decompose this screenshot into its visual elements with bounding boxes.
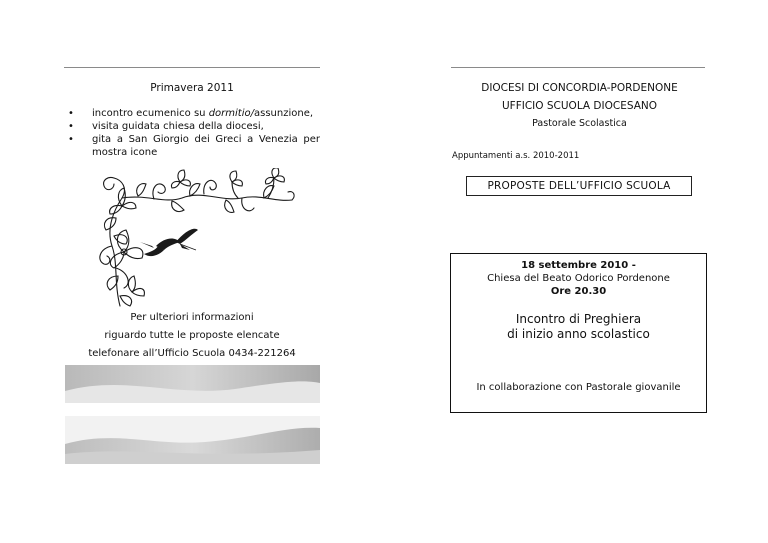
event-time: Ore 20.30 (550, 286, 607, 297)
contact-line: telefonare all’Ufficio Scuola 0434-221264 (88, 348, 296, 359)
floral-vine-illustration-icon (92, 168, 298, 308)
event-date: 18 settembre 2010 - (521, 260, 636, 271)
list-item: • gita a San Giorgio dei Greci a Venezia per mostra icone (68, 133, 320, 159)
proposals-heading-box: PROPOSTE DELL’UFFICIO SCUOLA (466, 176, 692, 196)
list-item: • visita guidata chiesa della diocesi, (68, 120, 320, 133)
activity-list (68, 107, 320, 159)
office-subtitle: Pastorale Scolastica (532, 118, 627, 129)
left-top-divider (64, 67, 320, 68)
contact-line: riguardo tutte le proposte elencate (104, 330, 280, 341)
event-title-line2: di inizio anno scolastico (507, 327, 650, 341)
appointments-heading: Appuntamenti a.s. 2010-2011 (452, 151, 580, 161)
right-top-divider (451, 67, 705, 68)
list-item-text: assunzione, (254, 108, 314, 119)
contact-line: Per ulteriori informazioni (130, 312, 254, 323)
hummingbird-icon (140, 229, 198, 256)
event-title-line1: Incontro di Preghiera (515, 312, 642, 326)
list-item-text: incontro ecumenico su (92, 108, 209, 119)
list-item (68, 107, 320, 120)
decorative-wave-bottom (65, 416, 320, 464)
event-collaboration: In collaborazione con Pastorale giovanile (476, 382, 681, 393)
office-name: UFFICIO SCUOLA DIOCESANO (501, 100, 658, 112)
diocese-name: DIOCESI DI CONCORDIA-PORDENONE (481, 82, 678, 94)
event-box (450, 253, 707, 413)
list-item-italic-text: dormitio/ (208, 108, 254, 119)
decorative-wave-top (65, 365, 320, 403)
section-title: Primavera 2011 (150, 82, 234, 94)
event-place: Chiesa del Beato Odorico Pordenone (487, 273, 670, 284)
